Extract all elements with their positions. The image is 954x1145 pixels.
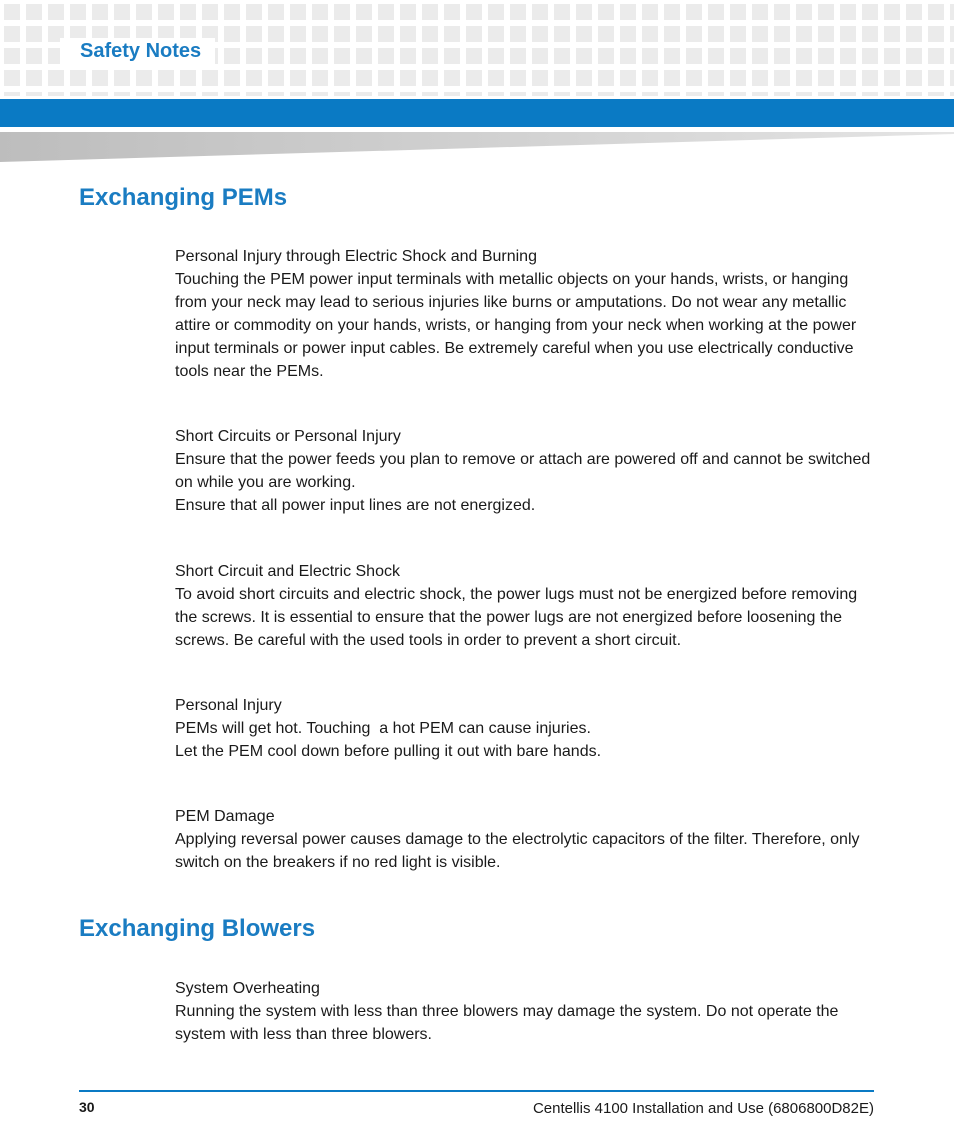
header-blue-band: [0, 99, 954, 127]
running-section-title: Safety Notes: [60, 38, 215, 65]
header-grey-wedge: [0, 132, 954, 164]
section-heading-blowers: Exchanging Blowers: [79, 915, 316, 942]
note-text: To avoid short circuits and electric shock, the power lugs must not be energized before removing the screws. It is essential to ensure that the power lugs are not energized before loosening the screws. Be careful with the used tools in order to prevent a short circuit.: [175, 586, 858, 649]
note-text: Let the PEM cool down before pulling it out with bare hands.: [175, 743, 602, 760]
note-text: Ensure that the power feeds you plan to remove or attach are powered off and cannot be switched on while you are working.: [175, 451, 871, 491]
safety-note: [175, 694, 875, 763]
note-title: Personal Injury through Electric Shock and Burning: [175, 248, 537, 265]
safety-note: [175, 245, 875, 383]
note-title: Short Circuits or Personal Injury: [175, 428, 401, 445]
note-text: Ensure that all power input lines are not energized.: [175, 497, 536, 514]
note-title: Personal Injury: [175, 697, 282, 714]
page-number: 30: [79, 1099, 95, 1115]
note-title: System Overheating: [175, 980, 320, 997]
safety-note: [175, 560, 875, 652]
section-heading-pems: Exchanging PEMs: [79, 184, 288, 211]
safety-note: [175, 425, 875, 517]
note-text: Applying reversal power causes damage to the electrolytic capacitors of the filter. Therefore, only switch on the breakers if no red light is visible.: [175, 831, 860, 871]
note-title: Short Circuit and Electric Shock: [175, 563, 400, 580]
note-text: Running the system with less than three blowers may damage the system. Do not operate the system with less than three blowers.: [175, 1003, 839, 1043]
document-title: Centellis 4100 Installation and Use (6806800D82E): [532, 1100, 874, 1117]
note-text: Touching the PEM power input terminals with metallic objects on your hands, wrists, or hanging from your neck may lead to serious injuries like burns or amputations. Do not wear any metallic attire or commodity on your hands, wrists, or hanging from your neck when working at the power input terminals or power input cables. Be extremely careful when you use electrically conductive tools near the PEMs.: [175, 271, 857, 380]
note-title: PEM Damage: [175, 808, 275, 825]
footer-rule: [79, 1090, 874, 1092]
note-text: PEMs will get hot. Touching a hot PEM can cause injuries.: [175, 720, 591, 737]
safety-note: [175, 977, 875, 1046]
safety-note: [175, 805, 875, 874]
